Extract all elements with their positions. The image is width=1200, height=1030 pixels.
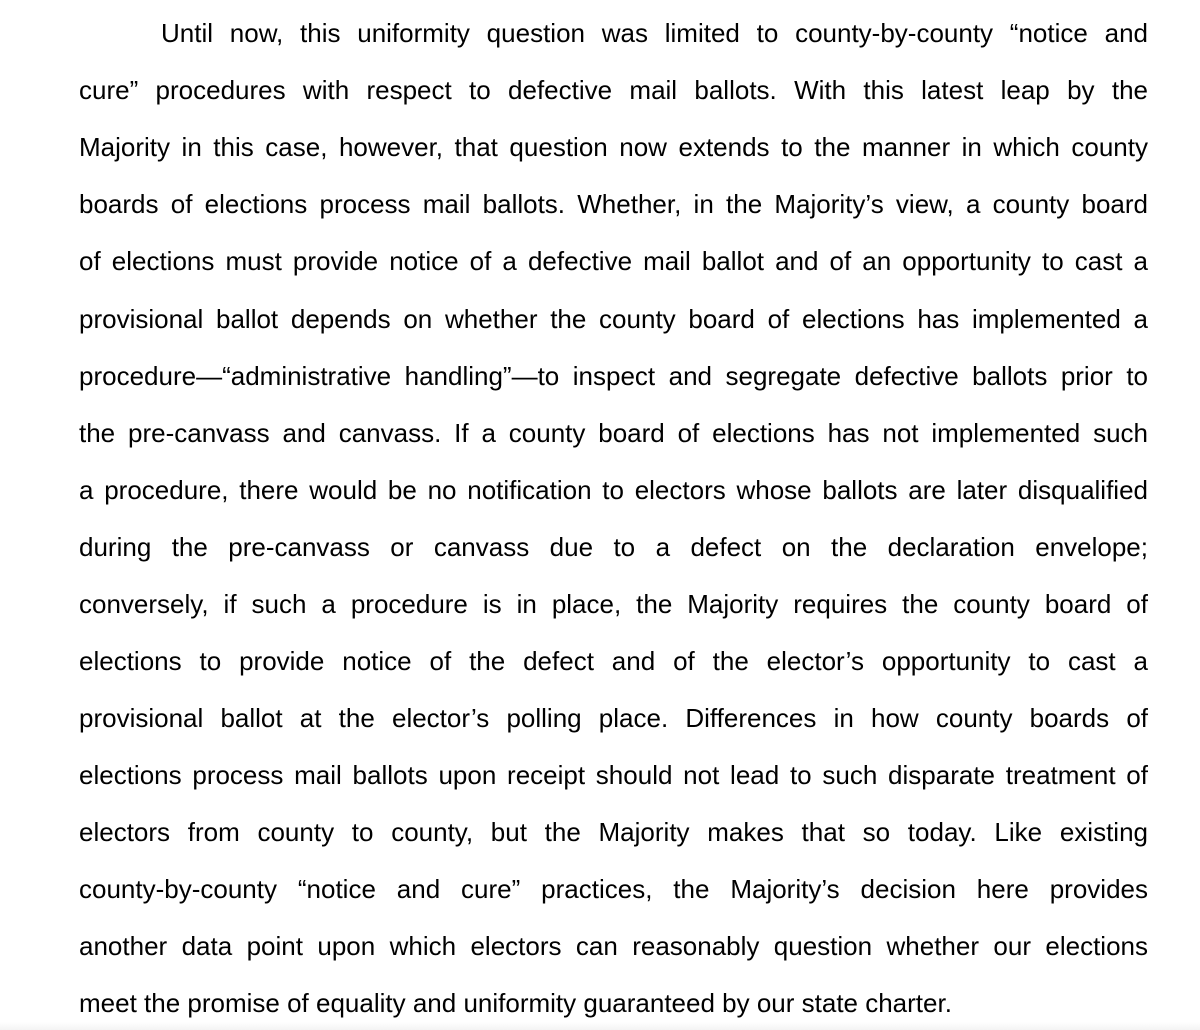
paragraph-line: county-by-county “notice and cure” practices, the Majority’s decision here provides (79, 874, 1148, 904)
paragraph-line: meet the promise of equality and uniformity guaranteed by our state charter. (79, 988, 952, 1018)
paragraph-line: the pre-canvass and canvass. If a county board of elections has not implemented such (79, 418, 1148, 448)
paragraph-line: provisional ballot at the elector’s polling place. Differences in how county boards of (79, 703, 1148, 733)
page-bottom-edge (0, 1022, 1200, 1030)
paragraph-line: cure” procedures with respect to defective mail ballots. With this latest leap by the (79, 75, 1148, 105)
paragraph-line: provisional ballot depends on whether the county board of elections has implemented a (79, 304, 1148, 334)
paragraph-line: Until now, this uniformity question was limited to county-by-county “notice and (161, 18, 1148, 48)
paragraph-line: another data point upon which electors can reasonably question whether our elections (79, 931, 1148, 961)
paragraph-line: during the pre-canvass or canvass due to a defect on the declaration envelope; (79, 532, 1148, 562)
paragraph-line: elections to provide notice of the defect and of the elector’s opportunity to cast a (79, 646, 1148, 676)
paragraph-line: elections process mail ballots upon receipt should not lead to such disparate treatment of (79, 760, 1148, 790)
paragraph-line: of elections must provide notice of a defective mail ballot and of an opportunity to cast a (79, 246, 1148, 276)
paragraph-line: Majority in this case, however, that question now extends to the manner in which county (79, 132, 1148, 162)
paragraph-line: boards of elections process mail ballots. Whether, in the Majority’s view, a county board (79, 189, 1148, 219)
paragraph-line: conversely, if such a procedure is in place, the Majority requires the county board of (79, 589, 1148, 619)
paragraph-line: procedure—“administrative handling”—to inspect and segregate defective ballots prior to (79, 361, 1148, 391)
paragraph-line: a procedure, there would be no notification to electors whose ballots are later disqualified (79, 475, 1148, 505)
paragraph-line: electors from county to county, but the Majority makes that so today. Like existing (79, 817, 1148, 847)
